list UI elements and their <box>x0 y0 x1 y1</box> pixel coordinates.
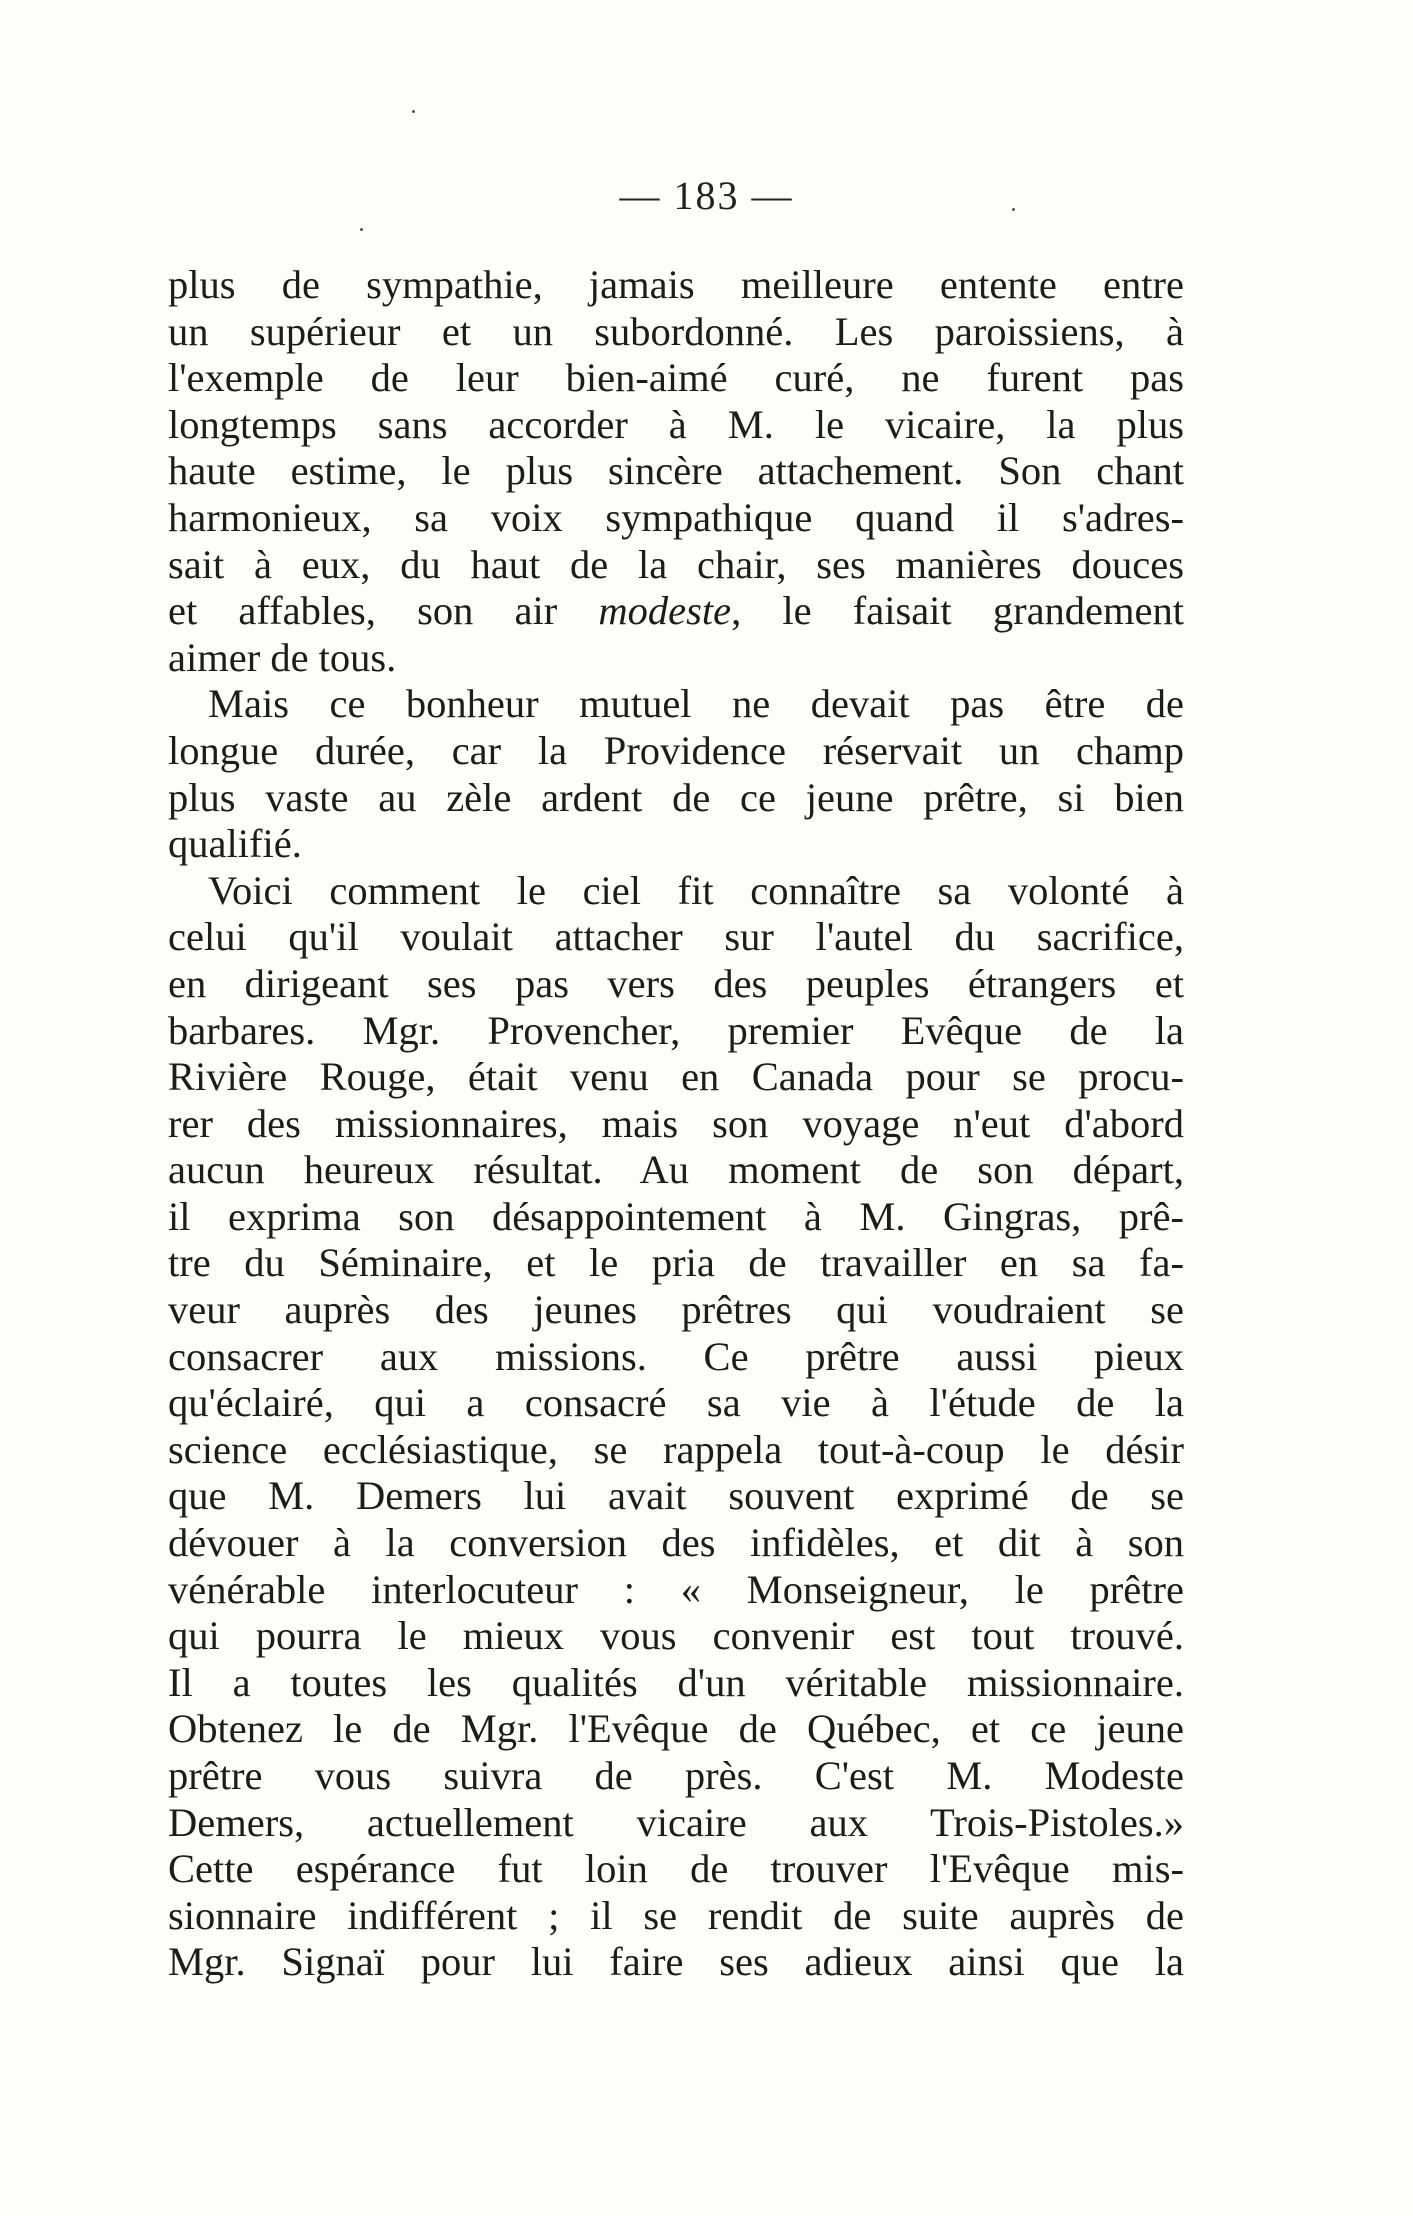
text-line: qu'éclairé, qui a consacré sa vie à l'étude de la <box>168 1380 1184 1426</box>
text-line: prêtre vous suivra de près. C'est M. Modeste <box>168 1753 1184 1798</box>
text-line: Il a toutes les qualités d'un véritable missionnaire. <box>168 1659 1184 1705</box>
text-line: plus de sympathie, jamais meilleure entente entre <box>168 262 1184 307</box>
text-line: science ecclésiastique, se rappela tout-à-coup le désir <box>168 1426 1184 1472</box>
text-line: Cette espérance fut loin de trouver l'Evêque mis- <box>168 1846 1184 1892</box>
text-line: Obtenez le de Mgr. l'Evêque de Québec, et ce jeune <box>168 1706 1184 1752</box>
text-line: tre du Séminaire, et le pria de travailler en sa fa- <box>168 1240 1184 1286</box>
paper-speck <box>412 110 415 113</box>
text-line: aucun heureux résultat. Au moment de son départ, <box>168 1147 1184 1193</box>
page-number: — 183 — <box>619 173 794 218</box>
text-line: rer des missionnaires, mais son voyage n'eut d'abord <box>168 1100 1184 1146</box>
text-line: dévouer à la conversion des infidèles, et dit à son <box>168 1520 1184 1566</box>
text-line: qualifié. <box>168 821 302 867</box>
text-line: barbares. Mgr. Provencher, premier Evêque de la <box>168 1007 1184 1053</box>
text-line: sionnaire indifférent ; il se rendit de suite auprès de <box>168 1892 1184 1938</box>
text-line: longtemps sans accorder à M. le vicaire, la plus <box>168 401 1184 447</box>
text-line: il exprima son désappointement à M. Gingras, prê- <box>168 1193 1184 1239</box>
text-line: l'exemple de leur bien-aimé curé, ne furent pas <box>168 355 1184 401</box>
text-line: celui qu'il voulait attacher sur l'autel du sacrifice, <box>168 914 1184 960</box>
text-line: longue durée, car la Providence réservait un champ <box>168 727 1184 773</box>
text-line: consacrer aux missions. Ce prêtre aussi pieux <box>168 1333 1184 1379</box>
text-line: aimer de tous. <box>168 634 397 680</box>
italic-word: modeste <box>598 588 732 634</box>
text-line: qui pourra le mieux vous convenir est tout trouvé. <box>168 1613 1184 1659</box>
line-text: et affables, son air modeste, le faisait grandement <box>168 588 1184 634</box>
text-line: plus vaste au zèle ardent de ce jeune prêtre, si bien <box>168 774 1184 820</box>
text-line: que M. Demers lui avait souvent exprimé de se <box>168 1473 1184 1519</box>
text-line: harmonieux, sa voix sympathique quand il s'adres- <box>168 494 1184 540</box>
paper-speck <box>1012 208 1015 211</box>
text-line: Demers, actuellement vicaire aux Trois-Pistoles.» <box>168 1799 1184 1845</box>
text-line: un supérieur et un subordonné. Les paroissiens, à <box>168 308 1184 354</box>
text-line: vénérable interlocuteur : « Monseigneur, le prêtre <box>168 1566 1184 1612</box>
text-line-with-italic <box>168 588 1184 635</box>
paragraph-start: Mais ce bonheur mutuel ne devait pas être de <box>208 681 1184 727</box>
paper-speck <box>360 228 363 231</box>
text-line: Rivière Rouge, était venu en Canada pour se procu- <box>168 1054 1184 1100</box>
text-line: veur auprès des jeunes prêtres qui voudraient se <box>168 1287 1184 1333</box>
text-line: sait à eux, du haut de la chair, ses manières douces <box>168 541 1184 587</box>
text-line: en dirigeant ses pas vers des peuples étrangers et <box>168 960 1184 1006</box>
body-text <box>168 262 1184 1986</box>
text-line: Mgr. Signaï pour lui faire ses adieux ainsi que la <box>168 1939 1184 1985</box>
text-line: haute estime, le plus sincère attachement. Son chant <box>168 448 1184 494</box>
paragraph-start: Voici comment le ciel fit connaître sa volonté à <box>208 867 1184 913</box>
